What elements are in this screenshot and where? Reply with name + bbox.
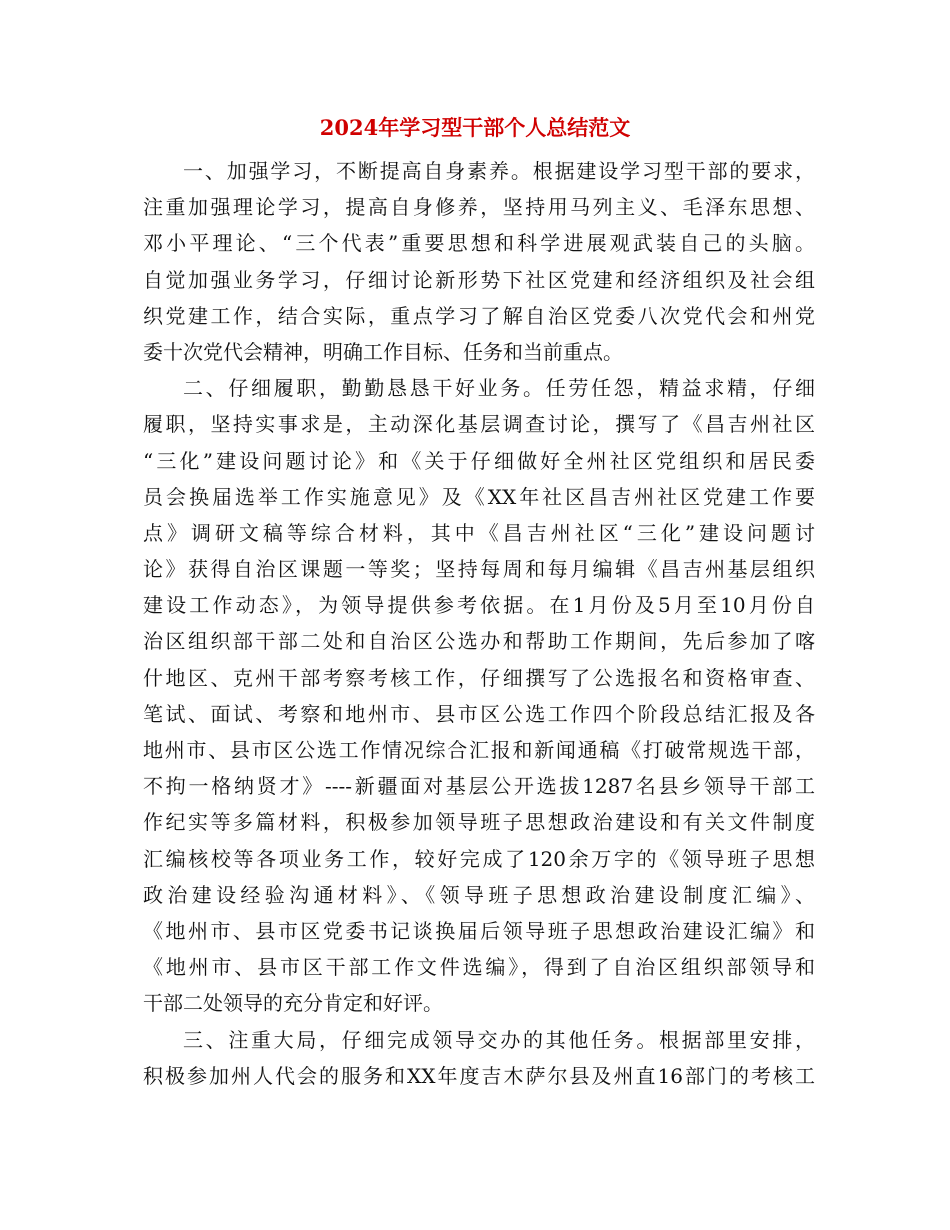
text-line: 政治建设经验沟通材料》、《领导班子思想政治建设制度汇编》、 <box>143 882 815 907</box>
text-line: 点》调研文稿等综合材料，其中《昌吉州社区“三化”建设问题讨 <box>143 520 815 545</box>
text-line: 委十次党代会精神，明确工作目标、任务和当前重点。 <box>143 339 623 364</box>
text-line: 二、仔细履职，勤勤恳恳干好业务。任劳任怨，精益求精，仔细 <box>183 376 815 401</box>
text-line: 《地州市、县市区干部工作文件选编》，得到了自治区组织部领导和 <box>143 955 815 980</box>
text-line: 作纪实等多篇材料，积极参加领导班子思想政治建设和有关文件制度 <box>143 810 815 835</box>
text-line: 地州市、县市区公选工作情况综合汇报和新闻通稿《打破常规选干部， <box>143 738 815 762</box>
text-line: 干部二处领导的充分肯定和好评。 <box>143 991 443 1016</box>
text-line: 笔试、面试、考察和地州市、县市区公选工作四个阶段总结汇报及各 <box>143 701 815 726</box>
text-line: 员会换届选举工作实施意见》及《XX年社区昌吉州社区党建工作要 <box>143 484 815 509</box>
text-line: 《地州市、县市区党委书记谈换届后领导班子思想政治建设汇编》和 <box>143 918 815 943</box>
text-line: 汇编核校等各项业务工作，较好完成了120余万字的《领导班子思想 <box>143 846 815 871</box>
document-body <box>143 153 815 1094</box>
document-title: 2024年学习型干部个人总结范文 <box>319 115 631 140</box>
text-line: 邓小平理论、“三个代表”重要思想和科学进展观武装自己的头脑。 <box>143 231 815 256</box>
paragraph-3 <box>143 1022 815 1094</box>
text-line: “三化”建设问题讨论》和《关于仔细做好全州社区党组织和居民委 <box>143 448 815 473</box>
text-line: 什地区、克州干部考察考核工作，仔细撰写了公选报名和资格审查、 <box>143 665 815 690</box>
text-line: 自觉加强业务学习，仔细讨论新形势下社区党建和经济组织及社会组 <box>143 267 815 292</box>
text-line: 论》获得自治区课题一等奖；坚持每周和每月编辑《昌吉州基层组织 <box>143 557 815 582</box>
text-line: 织党建工作，结合实际，重点学习了解自治区党委八次党代会和州党 <box>143 303 815 328</box>
text-line: 建设工作动态》，为领导提供参考依据。在1月份及5月至10月份自 <box>143 593 815 618</box>
text-line: 履职，坚持实事求是，主动深化基层调查讨论，撰写了《昌吉州社区 <box>143 412 815 437</box>
text-line: 三、注重大局，仔细完成领导交办的其他任务。根据部里安排， <box>183 1027 815 1052</box>
paragraph-1 <box>143 153 815 370</box>
text-line: 注重加强理论学习，提高自身修养，坚持用马列主义、毛泽东思想、 <box>143 195 815 220</box>
paragraph-2 <box>143 370 815 1021</box>
text-line: 一、加强学习，不断提高自身素养。根据建设学习型干部的要求， <box>183 159 815 183</box>
text-line: 积极参加州人代会的服务和XX年度吉木萨尔县及州直16部门的考核工 <box>143 1063 815 1088</box>
text-line: 不拘一格纳贤才》----新疆面对基层公开选拔1287名县乡领导干部工 <box>143 774 815 799</box>
text-line: 治区组织部干部二处和自治区公选办和帮助工作期间，先后参加了喀 <box>143 629 815 654</box>
